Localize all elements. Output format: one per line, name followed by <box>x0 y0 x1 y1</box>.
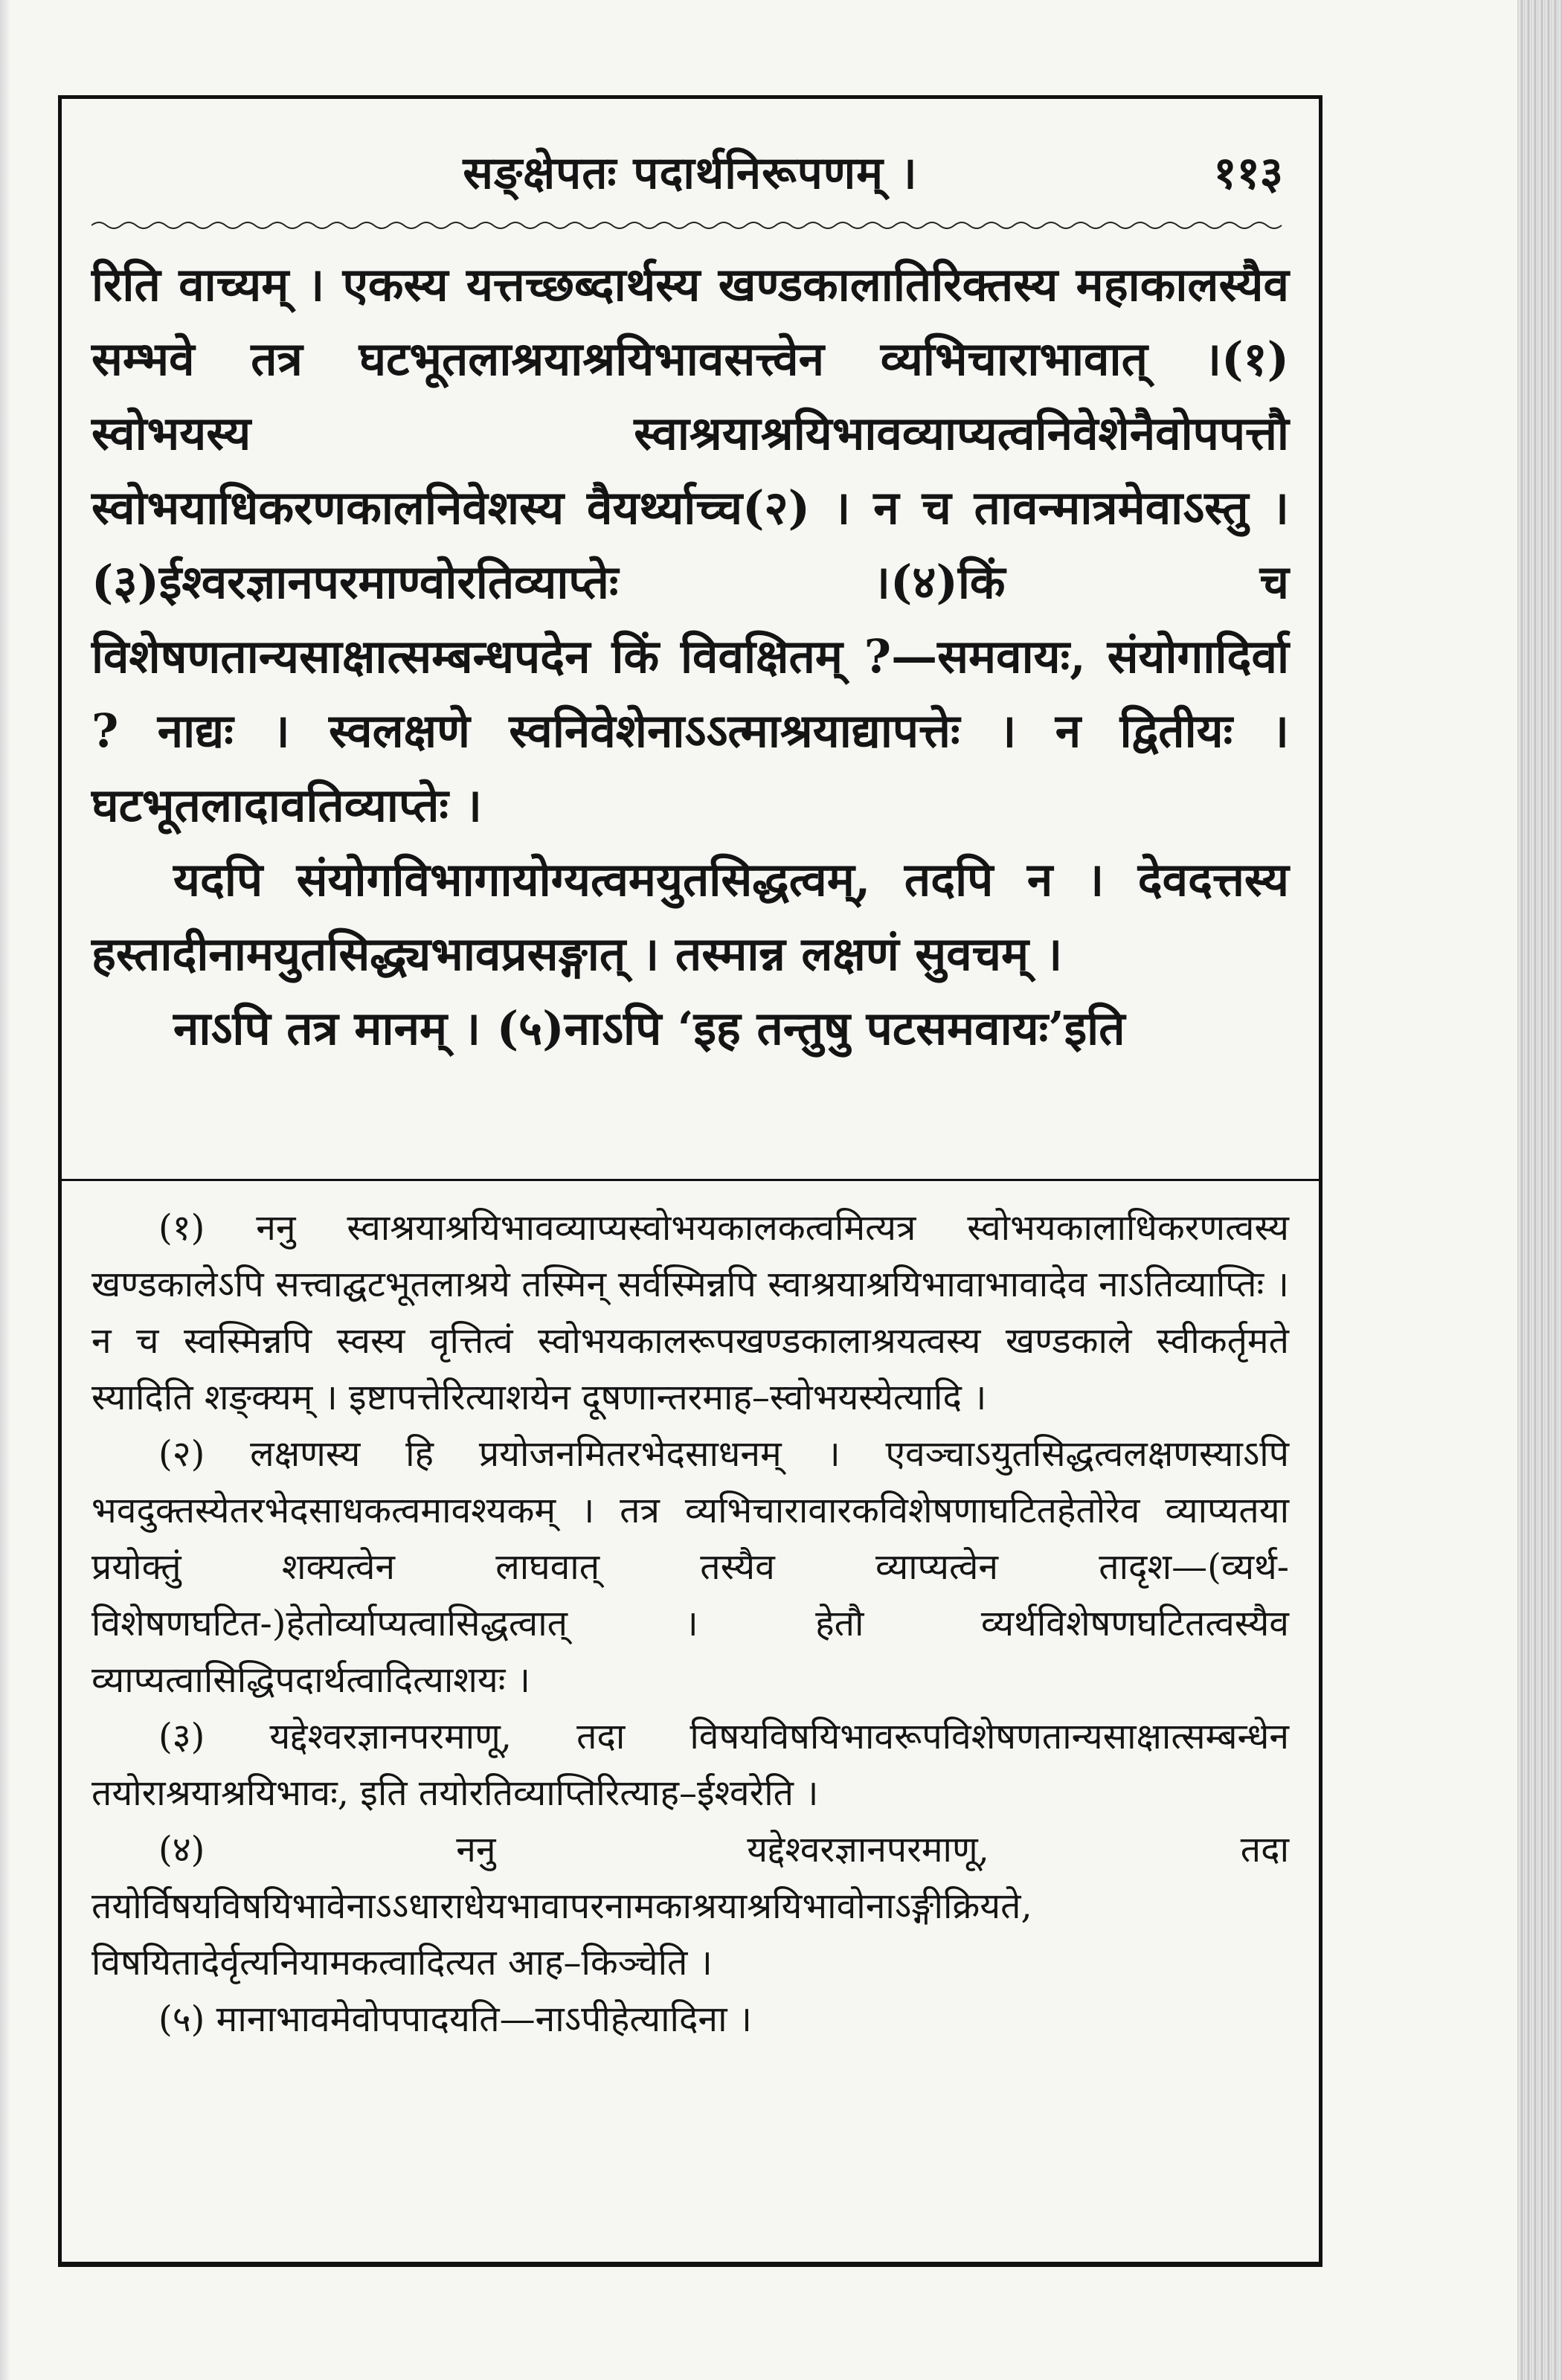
main-paragraph-1: रिति वाच्यम् । एकस्य यत्तच्छब्दार्थस्य खण्डकालातिरिक्तस्य महाकालस्यैव सम्भवे तत्र घटभूतलाश्रयाश्रयिभावसत्त्वेन व्यभिचाराभावात् ।(१) स्वोभयस्य स्वाश्रयाश्रयिभावव्याप्यत्वनिवेशेनैवोपपत्तौ स्वोभयाधिकरणकालनिवेशस्य वैयर्थ्याच्च(२) । न च तावन्मात्रमेवाऽस्तु । (३)ईश्वरज्ञानपरमाण्वोरतिव्याप्तेः ।(४)किं च विशेषणतान्यसाक्षात्सम्बन्धपदेन किं विवक्षितम् ?—समवायः, संयोगादिर्वा ? नाद्यः । स्वलक्षणे स्वनिवेशेनाऽऽत्माश्रयाद्यापत्तेः । न द्वितीयः । घटभूतलादावतिव्याप्तेः । <box>91 257 1289 832</box>
header-wavy-rule <box>91 218 1289 233</box>
running-title: सङ्क्षेपतः पदार्थनिरूपणम् । <box>463 147 918 199</box>
footnote-1: (१) ननु स्वाश्रयाश्रयिभावव्याप्यस्वोभयकालकत्वमित्यत्र स्वोभयकालाधिकरणत्वस्य खण्डकालेऽपि सत्त्वाद्घटभूतलाश्रये तस्मिन् सर्वस्मिन्नपि स्वाश्रयाश्रयिभावाभावादेव नाऽतिव्याप्तिः । न च स्वस्मिन्नपि स्वस्य वृत्तित्वं स्वोभयकालरूपखण्डकालाश्रयत्वस्य खण्डकाले स्वीकर्तृमते स्यादिति शङ्क्यम् । इष्टापत्तेरित्याशयेन दूषणान्तरमाह–स्वोभयस्येत्यादि । <box>91 1207 1289 1418</box>
footnote-5: (५) मानाभावमेवोपपादयति—नाऽपीहेत्यादिना । <box>158 1998 752 2040</box>
page-number: ११३ <box>1213 147 1283 199</box>
book-binding-edge <box>1517 0 1562 2380</box>
page-header <box>62 99 1319 210</box>
footnote-divider <box>62 1179 1319 1181</box>
footnote-2: (२) लक्षणस्य हि प्रयोजनमितरभेदसाधनम् । एवञ्चाऽयुतसिद्धत्वलक्षणस्याऽपि भवदुक्तस्येतरभेदसाधकत्वमावश्यकम् । तत्र व्यभिचारावारकविशेषणाघटितहेतोरेव व्याप्यतया प्रयोक्तुं शक्यत्वेन लाघवात् तस्यैव व्याप्यत्वेन तादृश—(व्यर्थ-विशेषणघटित-)हेतोर्व्याप्यत्वासिद्धत्वात् । हेतौ व्यर्थविशेषणघटितत्वस्यैव व्याप्यत्वासिद्धिपदार्थत्वादित्याशयः । <box>91 1433 1289 1701</box>
footnote-3: (३) यद्देश्वरज्ञानपरमाणू, तदा विषयविषयिभावरूपविशेषणतान्यसाक्षात्सम्बन्धेन तयोराश्रयाश्रयिभावः, इति तयोरतिव्याप्तिरित्याह–ईश्वरेति । <box>91 1716 1289 1814</box>
page-frame <box>58 95 1322 2267</box>
footnotes <box>91 1200 1289 2048</box>
footnote-4: (४) ननु यद्देश्वरज्ञानपरमाणू, तदा तयोर्विषयविषयिभावेनाऽऽधाराधेयभावापरनामकाश्रयाश्रयिभावोनाऽङ्गीक्रियते, विषयितादेर्वृत्यनियामकत्वादित्यत आह–किञ्चेति । <box>91 1829 1289 1984</box>
main-text <box>91 248 1289 1066</box>
page-edge-shadow <box>0 0 10 2380</box>
main-paragraph-3: नाऽपि तत्र मानम् । (५)नाऽपि ‘इह तन्तुषु पटसमवायः’इति <box>173 1001 1125 1055</box>
main-paragraph-2: यदपि संयोगविभागायोग्यत्वमयुतसिद्धत्वम्, तदपि न । देवदत्तस्य हस्तादीनामयुतसिद्ध्यभावप्रसङ्गात् । तस्मान्न लक्षणं सुवचम् । <box>91 852 1289 981</box>
